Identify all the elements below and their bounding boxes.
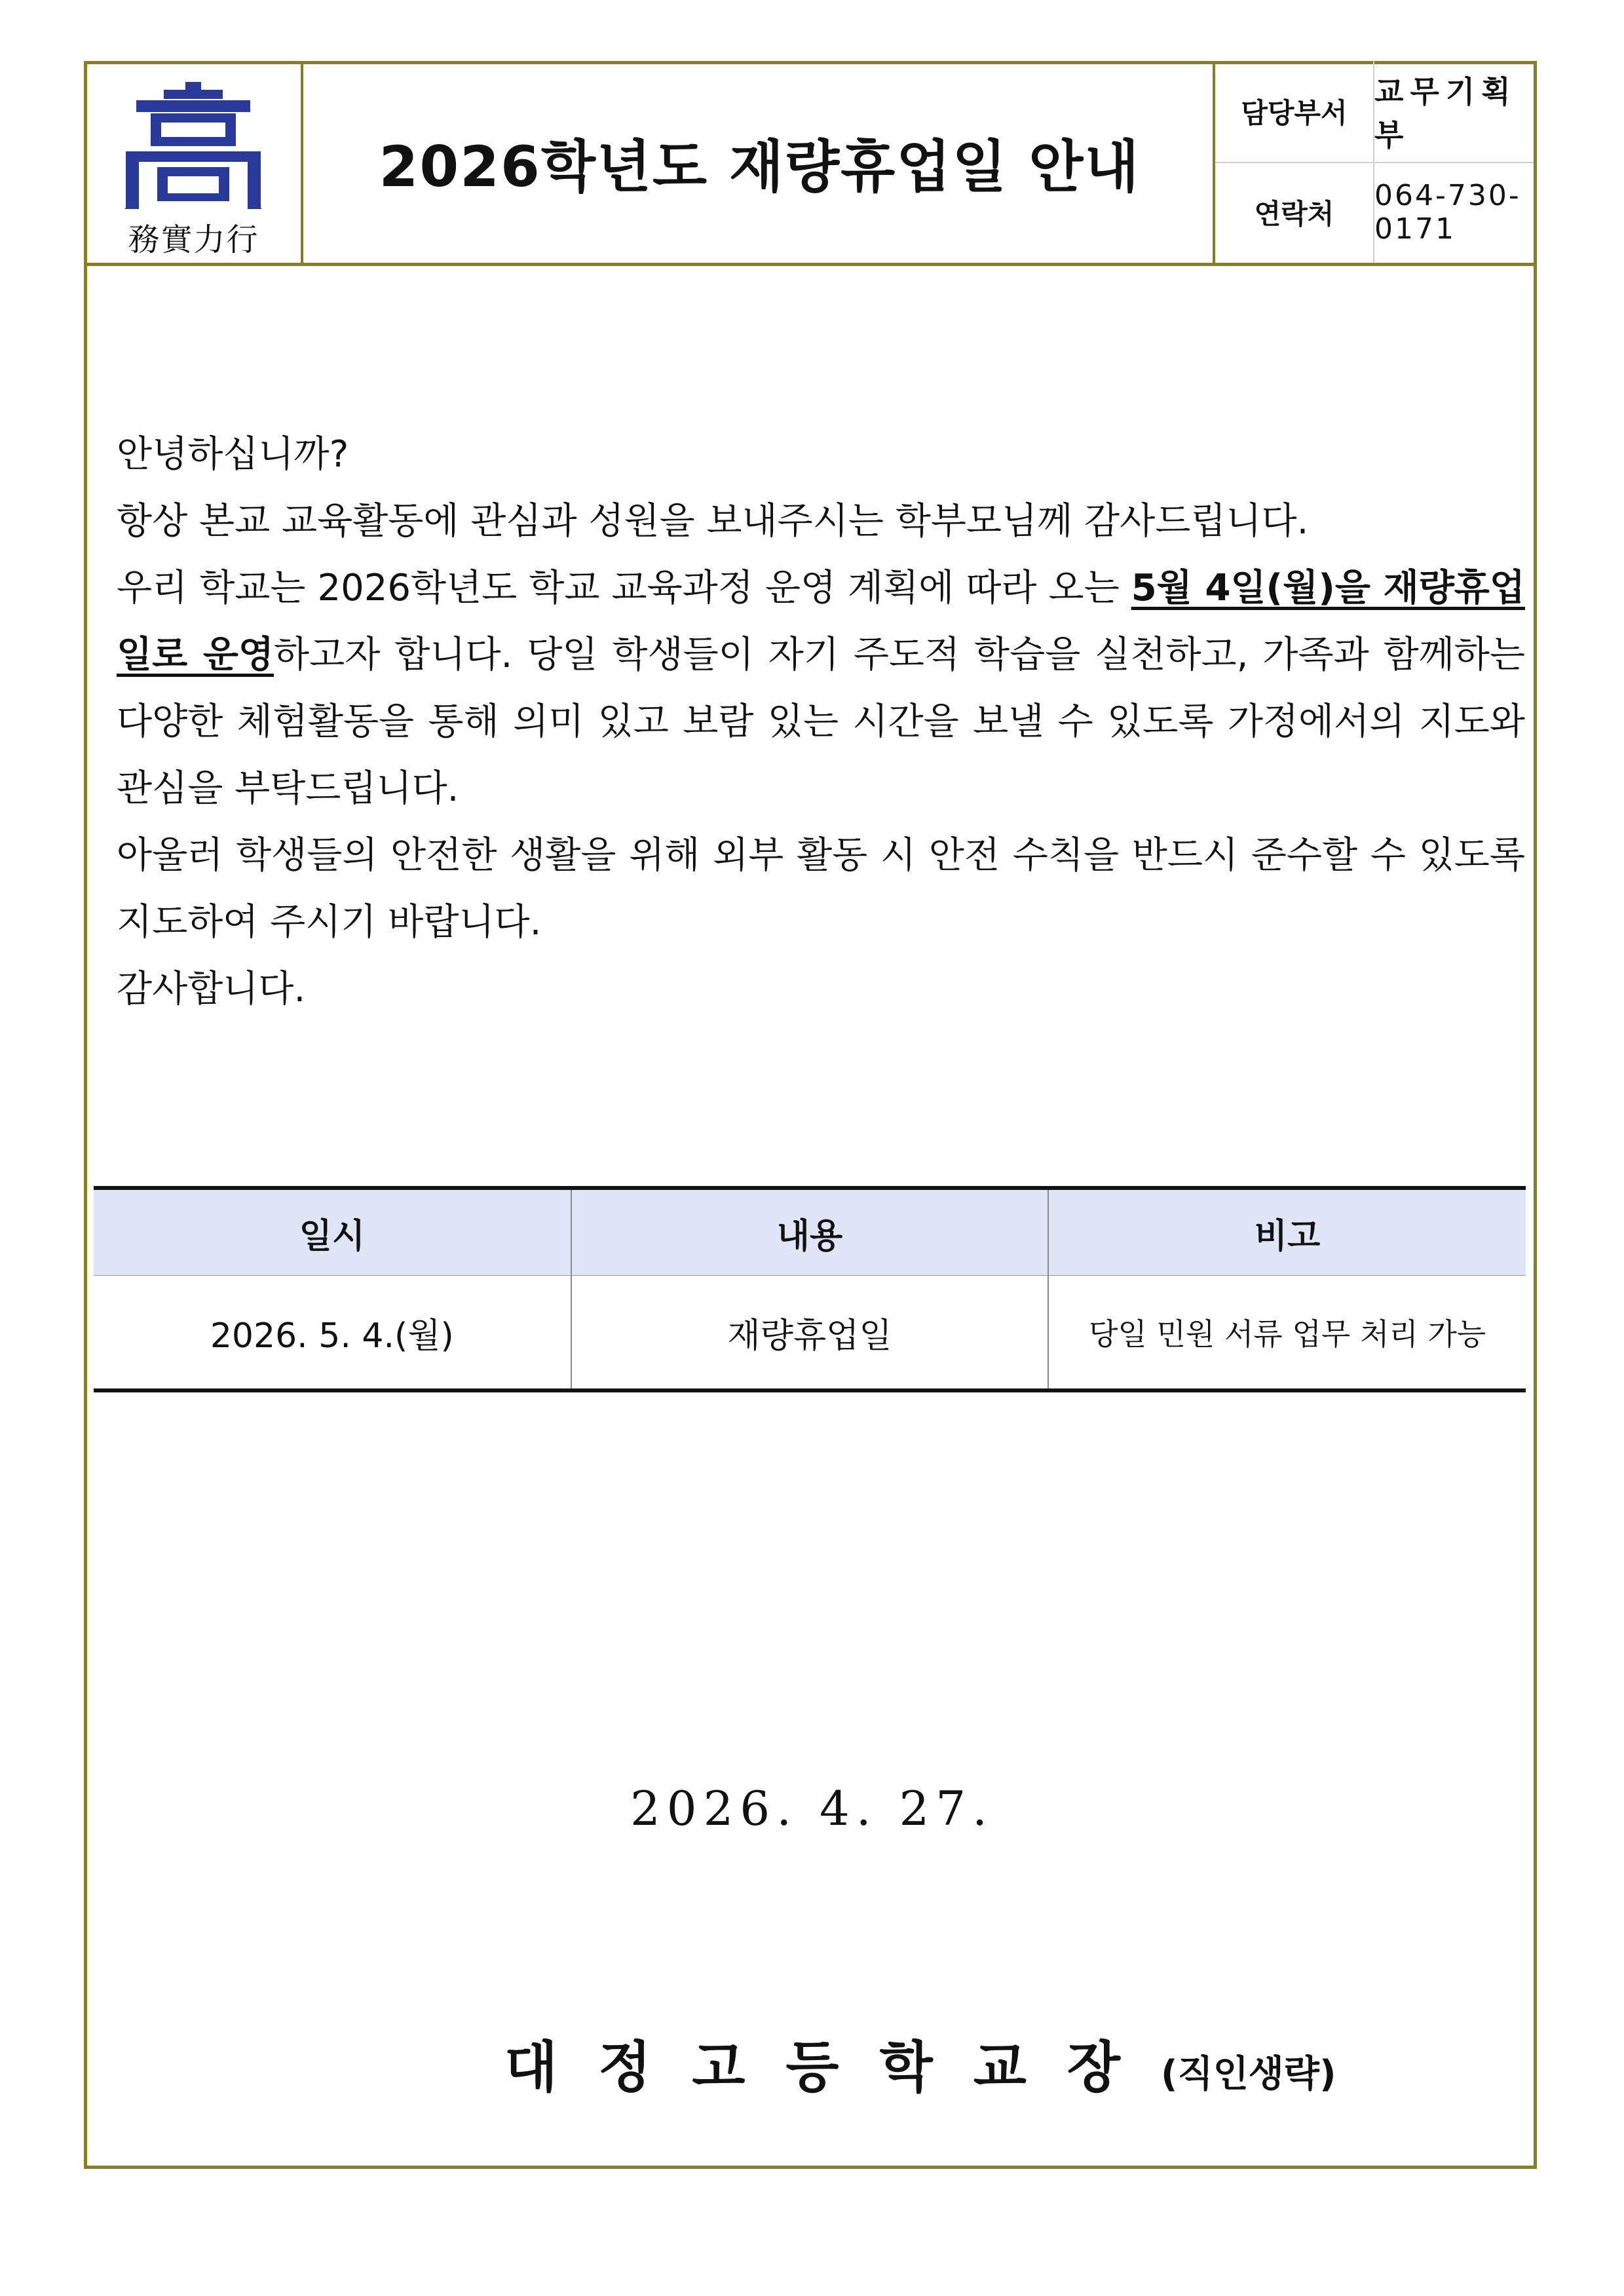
holiday-date-highlight: 5월 4일(월)을 재량휴업일로 운영 <box>117 567 1525 676</box>
announcement-text-start: 우리 학교는 2026학년도 학교 교육과정 운영 계획에 따라 오는 <box>117 567 1131 609</box>
dept-value: 교무기획부 <box>1374 74 1517 153</box>
logo-cell <box>84 61 303 263</box>
contact-info-table <box>1213 61 1534 263</box>
header-remarks: 비고 <box>1048 1188 1526 1276</box>
document-header <box>84 61 1537 266</box>
dept-label: 담당부서 <box>1215 61 1374 162</box>
contact-phone: 064-730-0171 <box>1374 179 1521 246</box>
schedule-table <box>94 1186 1526 1392</box>
cell-content: 재량휴업일 <box>571 1276 1049 1391</box>
table-row <box>94 1276 1526 1391</box>
seal-omitted-note: (직인생략) <box>1161 2053 1336 2095</box>
letter-body <box>97 421 1525 1023</box>
paragraph-announcement <box>97 555 1525 822</box>
closing-text: 감사합니다. <box>117 968 306 1010</box>
page-border <box>84 61 1537 2169</box>
school-emblem-icon <box>124 81 262 212</box>
school-principal-name: 대정고등학교장 <box>504 2035 1161 2099</box>
school-motto: 務實力行 <box>128 221 259 258</box>
cell-date: 2026. 5. 4.(월) <box>94 1276 571 1391</box>
header-content: 내용 <box>571 1188 1049 1276</box>
dept-row <box>1215 61 1534 163</box>
paragraph-thanks: 항상 본교 교육활동에 관심과 성원을 보내주시는 학부모님께 감사드립니다. <box>117 500 1309 543</box>
issue-date: 2026. 4. 27. <box>630 1781 994 1836</box>
contact-row <box>1215 162 1534 263</box>
cell-remarks: 당일 민원 서류 업무 처리 가능 <box>1048 1276 1526 1391</box>
contact-label: 연락처 <box>1215 162 1374 263</box>
header-date: 일시 <box>94 1188 571 1276</box>
document-title: 2026학년도 재량휴업일 안내 <box>379 134 1141 200</box>
schedule-header-row <box>94 1188 1526 1276</box>
announcement-text-end: 하고자 합니다. 당일 학생들이 자기 주도적 학습을 실천하고, 가족과 함께하는 다양한 체험활동을 통해 의미 있고 보람 있는 시간을 보낼 수 있도록 가정에서의 지도와 관심을 부탁드립니다. <box>117 634 1525 810</box>
signature-line <box>504 2023 1336 2103</box>
paragraph-safety: 아울러 학생들의 안전한 생활을 위해 외부 활동 시 안전 수칙을 반드시 준수할 수 있도록 지도하여 주시기 바랍니다. <box>117 834 1525 944</box>
greeting: 안녕하십니까? <box>117 433 349 476</box>
title-cell <box>303 61 1216 263</box>
